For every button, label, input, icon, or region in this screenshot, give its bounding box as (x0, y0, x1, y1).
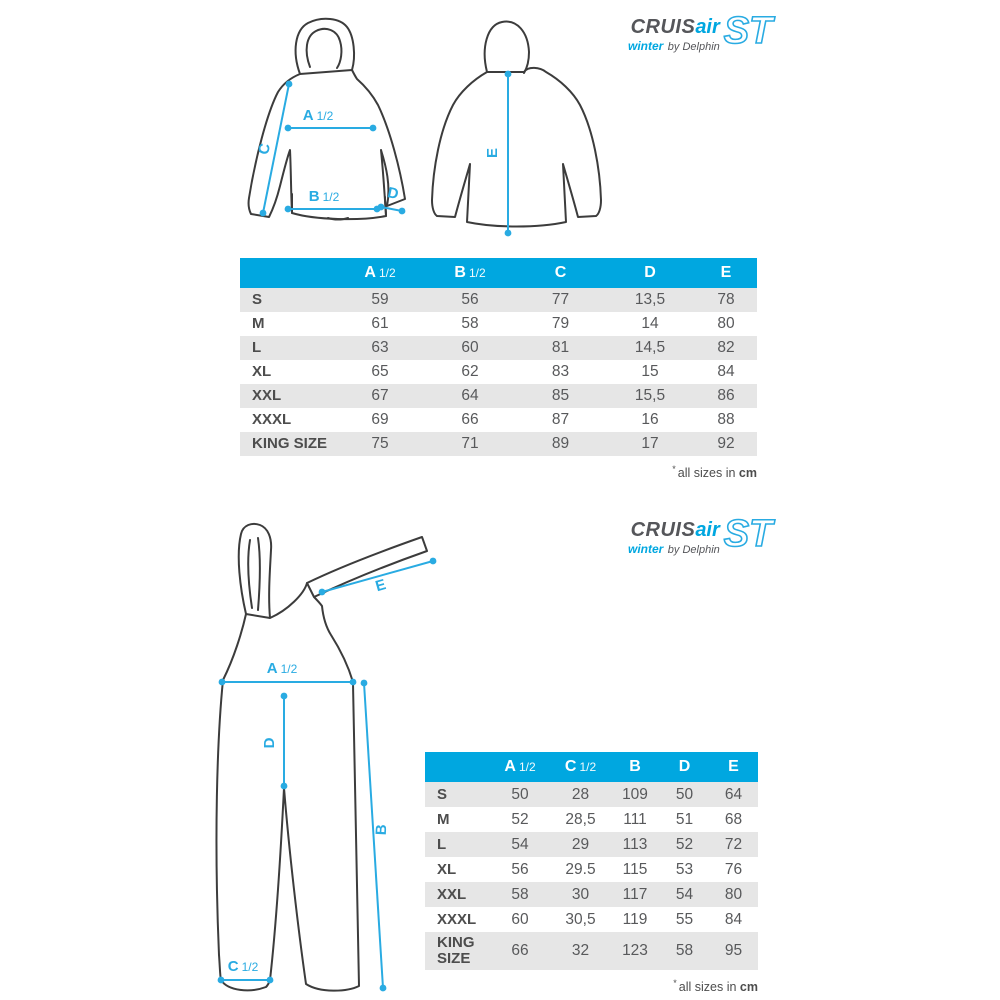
value-cell: 92 (717, 435, 735, 452)
value-cell: 62 (461, 363, 479, 380)
label-b: B 1/2 (308, 188, 340, 205)
brand-logo (628, 10, 773, 54)
value-cell: 83 (551, 363, 570, 380)
value-cell: 54 (511, 835, 529, 853)
value-cell: 66 (461, 411, 479, 428)
size-label: S (252, 291, 263, 309)
table-row (240, 432, 757, 456)
size-label: XXXL (252, 411, 292, 429)
value-cell: 28,5 (565, 810, 596, 828)
value-cell: 63 (371, 339, 389, 356)
brand-tagline: winter by Delphin (628, 542, 720, 556)
table-row (425, 907, 758, 932)
value-cell: 82 (717, 339, 735, 356)
value-cell: 76 (724, 860, 743, 878)
value-cell: 52 (511, 810, 529, 828)
value-cell: 84 (717, 363, 735, 380)
label-b: B (372, 823, 391, 836)
label-a: A 1/2 (302, 107, 334, 124)
size-label: M (437, 810, 450, 828)
value-cell: 14 (641, 315, 659, 332)
brand-name-blue: air (695, 16, 720, 38)
value-cell: 16 (641, 411, 659, 428)
table-row (240, 288, 757, 312)
value-cell: 51 (675, 810, 694, 828)
col-header-d: D (660, 752, 709, 782)
value-cell: 15 (641, 363, 659, 380)
table-row (240, 336, 757, 360)
measurement-e (319, 558, 437, 596)
table-row (425, 782, 758, 807)
brand-suffix: ST (723, 10, 773, 52)
jacket-diagram (240, 10, 630, 245)
value-cell: 77 (551, 291, 570, 308)
value-cell: 115 (622, 860, 648, 878)
value-cell: 84 (724, 910, 743, 928)
table-row (425, 857, 758, 882)
value-cell: 60 (461, 339, 479, 356)
value-cell: 67 (371, 387, 389, 404)
size-column-header (425, 752, 489, 782)
col-header-b: B (610, 752, 660, 782)
table-row (240, 360, 757, 384)
label-e: E (373, 576, 388, 596)
value-cell: 123 (622, 942, 648, 959)
brand-tagline: winter by Delphin (628, 39, 720, 53)
value-cell: 58 (675, 942, 694, 959)
value-cell: 89 (551, 435, 570, 452)
value-cell: 64 (724, 785, 743, 803)
col-header-c: C (516, 258, 605, 288)
value-cell: 85 (551, 387, 570, 404)
size-label: XL (252, 363, 272, 381)
label-e: E (484, 147, 501, 159)
value-cell: 59 (371, 291, 389, 308)
value-cell: 65 (371, 363, 389, 380)
value-cell: 79 (551, 315, 570, 332)
value-cell: 119 (622, 910, 648, 928)
value-cell: 17 (641, 435, 659, 452)
value-cell: 75 (371, 435, 389, 452)
value-cell: 28 (571, 785, 590, 803)
value-cell: 80 (717, 315, 735, 332)
value-cell: 109 (622, 785, 648, 803)
value-cell: 58 (461, 315, 479, 332)
col-header-a: A 1/2 (336, 258, 424, 288)
brand-name (631, 17, 720, 37)
value-cell: 50 (511, 785, 529, 803)
value-cell: 58 (511, 885, 529, 903)
value-cell: 71 (461, 435, 479, 452)
size-label: XXXL (437, 910, 477, 928)
col-header-e: E (709, 752, 758, 782)
size-label: S (437, 785, 448, 803)
label-a: A 1/2 (266, 660, 298, 677)
table-row (425, 832, 758, 857)
value-cell: 32 (571, 942, 590, 959)
table-row (425, 807, 758, 832)
size-label: XXL (252, 387, 282, 405)
value-cell: 113 (622, 835, 648, 853)
brand-suffix: ST (723, 513, 773, 555)
value-cell: 53 (675, 860, 694, 878)
value-cell: 68 (724, 810, 743, 828)
value-cell: 95 (724, 942, 743, 959)
label-c: C (255, 141, 275, 157)
value-cell: 54 (675, 885, 694, 903)
value-cell: 29.5 (565, 860, 596, 878)
value-cell: 30,5 (565, 910, 596, 928)
brand-logo (628, 513, 773, 557)
table-row (240, 312, 757, 336)
value-cell: 111 (623, 810, 647, 828)
table-row (425, 932, 758, 970)
value-cell: 72 (724, 835, 743, 853)
value-cell: 60 (511, 910, 529, 928)
value-cell: 69 (371, 411, 389, 428)
value-cell: 55 (675, 910, 694, 928)
value-cell: 81 (551, 339, 570, 356)
value-cell: 56 (461, 291, 479, 308)
size-label: M (252, 315, 265, 333)
value-cell: 30 (571, 885, 590, 903)
size-label: L (437, 835, 447, 853)
table-row (240, 384, 757, 408)
brand-name-gray: CRUIS (630, 16, 696, 38)
value-cell: 52 (675, 835, 694, 853)
value-cell: 66 (511, 942, 529, 959)
label-c: C 1/2 (227, 958, 259, 975)
jacket-back-outline (432, 22, 601, 227)
pants-header-row (425, 752, 758, 782)
col-header-d: D (605, 258, 695, 288)
footnote-all-sizes: * all sizes in cm (672, 464, 757, 481)
pants-size-table (425, 752, 758, 970)
value-cell: 86 (717, 387, 735, 404)
value-cell: 88 (717, 411, 735, 428)
value-cell: 56 (511, 860, 529, 878)
col-header-a: A 1/2 (489, 752, 551, 782)
label-d: D (261, 737, 278, 749)
footnote-all-sizes: * all sizes in cm (673, 978, 758, 995)
col-header-b: B 1/2 (424, 258, 516, 288)
value-cell: 87 (551, 411, 570, 428)
jacket-header-row (240, 258, 757, 288)
value-cell: 61 (371, 315, 389, 332)
value-cell: 80 (724, 885, 743, 903)
size-label: XL (437, 860, 457, 878)
value-cell: 117 (622, 885, 648, 903)
value-cell: 13,5 (634, 291, 666, 308)
size-label: KING SIZE (437, 934, 475, 967)
size-label: KING SIZE (252, 435, 328, 453)
measurement-b (361, 680, 391, 992)
label-d: D (385, 184, 401, 204)
size-label: XXL (437, 885, 467, 903)
value-cell: 14,5 (634, 339, 666, 356)
size-column-header (240, 258, 336, 288)
brand-name: CRUISair (630, 519, 720, 541)
size-label: L (252, 339, 262, 357)
col-header-c: C 1/2 (551, 752, 610, 782)
value-cell: 29 (571, 835, 590, 853)
jacket-size-table (240, 258, 757, 456)
value-cell: 64 (461, 387, 479, 404)
value-cell: 50 (675, 785, 694, 803)
table-row (240, 408, 757, 432)
value-cell: 78 (717, 291, 735, 308)
table-row (425, 882, 758, 907)
col-header-e: E (695, 258, 757, 288)
value-cell: 15,5 (634, 387, 666, 404)
